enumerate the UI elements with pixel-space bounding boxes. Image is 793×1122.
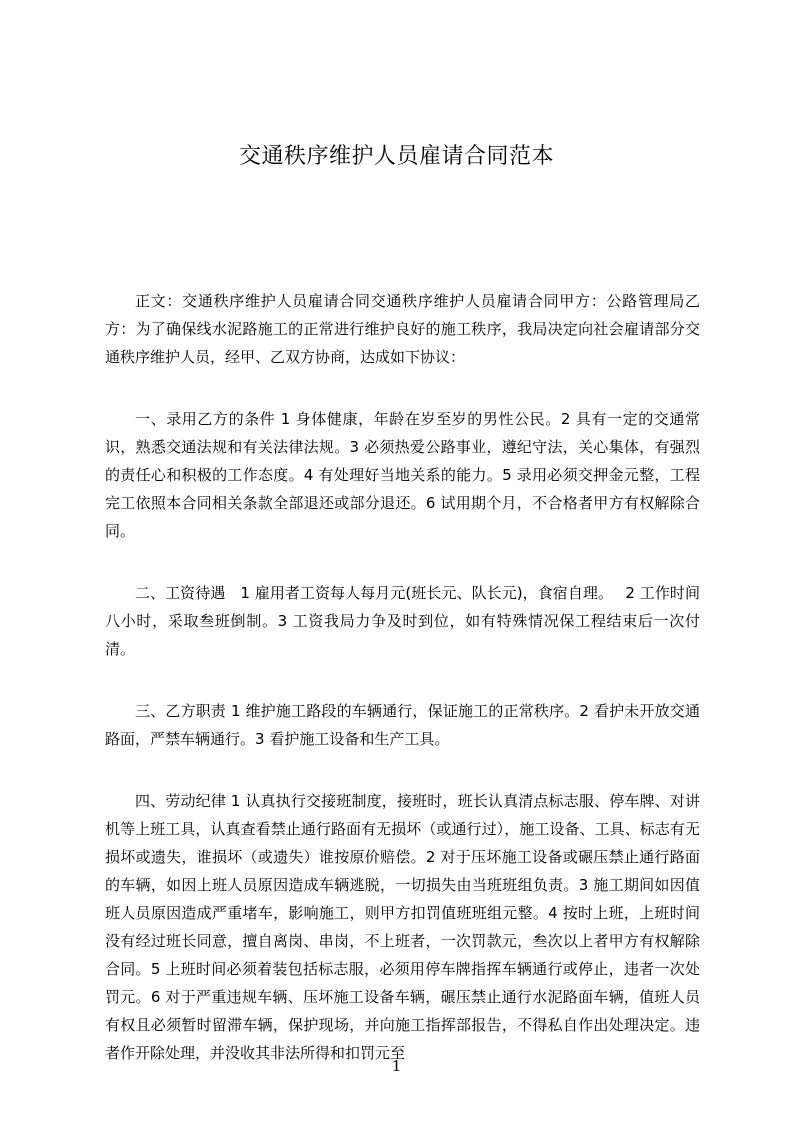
paragraph-discipline: 四、劳动纪律 1 认真执行交接班制度，接班时，班长认真清点标志服、停车牌、对讲机等上班工具，认真查看禁止通行路面有无损坏（或通行过），施工设备、工具、标志有无损坏或遗失，谁损坏（或遗失）谁按原价赔偿。2 对于压坏施工设备或碾压禁止通行路面的车辆，如因上班人员原因造成车辆逃脱，一切损失由当班班组负责。3 施工期间如因值班人员原因造成严重堵车，影响施工，则甲方扣罚值班班组元整。4 按时上班，上班时间没有经过班长同意，擅自离岗、串岗，不上班者，一次罚款元，叁次以上者甲方有权解除合同。5 上班时间必须着装包括标志服，必须用停车牌指挥车辆通行或停止，违者一次处罚元。6 对于严重违规车辆、压坏施工设备车辆，碾压禁止通行水泥路面车辆，值班人员有权且必须暂时留滞车辆，保护现场，并向施工指挥部报告，不得私自作出处理决定。违者作开除处理，并没收其非法所得和扣罚元至 <box>105 792 700 1062</box>
document-body <box>105 287 700 1101</box>
paragraph-duties: 三、乙方职责 1 维护施工路段的车辆通行，保证施工的正常秩序。2 看护未开放交通路面，严禁车辆通行。3 看护施工设备和生产工具。 <box>105 702 700 748</box>
document-title: 交通秩序维护人员雇请合同范本 <box>238 144 554 169</box>
page-number: 1 <box>391 1057 402 1075</box>
paragraph-hiring-conditions: 一、录用乙方的条件 1 身体健康，年龄在岁至岁的男性公民。2 具有一定的交通常识，熟悉交通法规和有关法律法规。3 必须热爱公路事业，遵纪守法，关心集体，有强烈的责任心和积极的工作态度。4 有处理好当地关系的能力。5 录用必须交押金元整，工程完工依照本合同相关条款全部退还或部分退还。6 试用期个月，不合格者甲方有权解除合同。 <box>105 410 700 540</box>
paragraph-wages: 二、工资待遇 1 雇用者工资每人每月元(班长元、队长元)，食宿自理。 2 工作时间八小时，采取叁班倒制。3 工资我局力争及时到位，如有特殊情况保工程结束后一次付清。 <box>105 584 700 658</box>
paragraph-preamble: 正文：交通秩序维护人员雇请合同交通秩序维护人员雇请合同甲方：公路管理局乙方：为了确保线水泥路施工的正常进行维护良好的施工秩序，我局决定向社会雇请部分交通秩序维护人员，经甲、乙双方协商，达成如下协议： <box>105 292 700 366</box>
